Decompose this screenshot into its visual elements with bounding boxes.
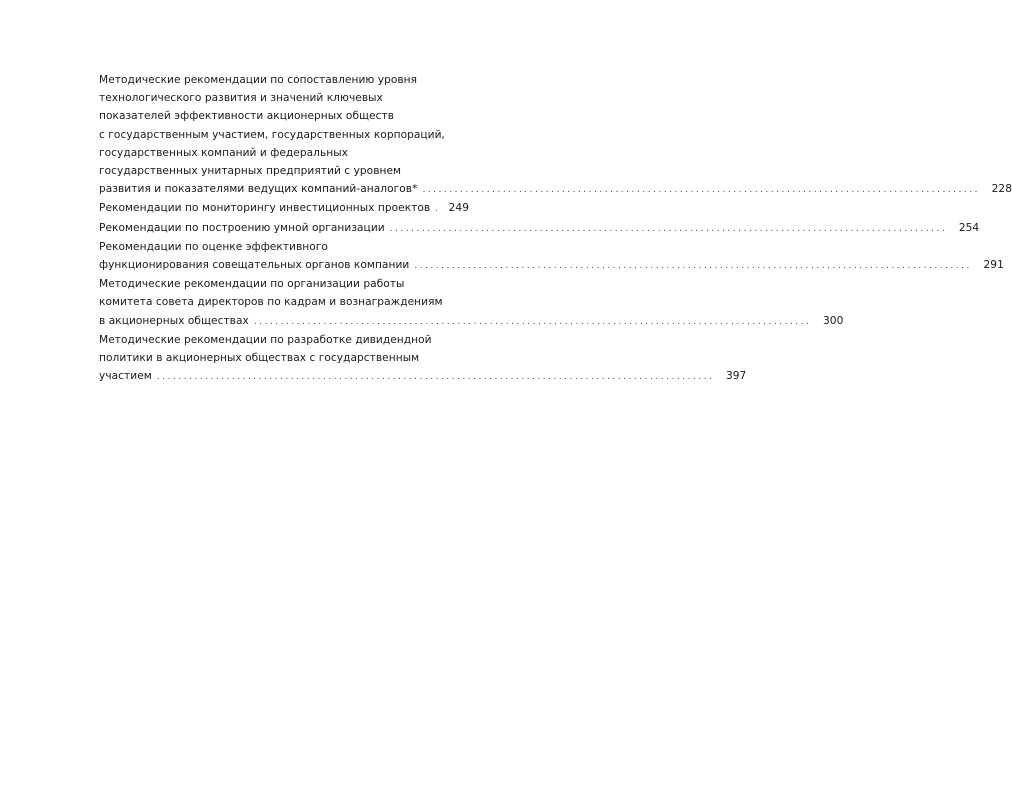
toc-entry-last-line: [99, 180, 1012, 199]
toc-dot-leader: [435, 200, 437, 218]
toc-entry-line: государственных компаний и федеральных: [99, 146, 349, 159]
toc-entry-dividend-policy[interactable]: [99, 331, 747, 387]
toc-entry-board-committee[interactable]: [99, 275, 844, 331]
toc-entry-advisory-bodies[interactable]: [99, 238, 1004, 275]
toc-entry-investment-monitoring[interactable]: [99, 199, 469, 218]
toc-entry-line: Методические рекомендации по сопоставлению уровня: [99, 74, 418, 86]
toc-entry-last-line: [99, 312, 844, 331]
toc-entry-line: показателей эффективности акционерных обществ: [99, 110, 395, 123]
toc-entry-line: с государственным участием, государственных корпораций,: [99, 128, 445, 141]
toc-entry-line: Рекомендации по оценке эффективного: [99, 240, 328, 253]
toc-page-number: 300: [823, 314, 844, 327]
toc-dot-leader: ........................................................................................................: [422, 185, 980, 196]
toc-entry-smart-organization[interactable]: [99, 219, 980, 238]
toc-entry-line: Рекомендации по построению умной организации: [99, 221, 385, 234]
toc-entry-line: Методические рекомендации по разработке дивидендной: [99, 333, 432, 346]
toc-entry-line: комитета совета директоров по кадрам и вознаграждениям: [99, 296, 443, 309]
toc-entry-line: Методические рекомендации по организации работы: [99, 278, 405, 291]
toc-entry-last-line: [99, 219, 980, 238]
toc-page-number: 228: [991, 183, 1012, 196]
table-of-contents: [99, 71, 1012, 386]
toc-page-number: 291: [983, 259, 1004, 272]
toc-dot-leader: ........................................................................................................: [389, 223, 948, 234]
toc-entry-line: участием: [99, 370, 152, 383]
toc-entry-line: Рекомендации по мониторингу инвестиционных проектов: [99, 202, 431, 215]
toc-entry-line: государственных унитарных предприятий с уровнем: [99, 165, 402, 178]
toc-entry-last-line: [99, 256, 1004, 275]
toc-entry-line: технологического развития и значений ключевых: [99, 92, 383, 105]
toc-entry-line: развития и показателями ведущих компаний-аналогов*: [99, 183, 418, 196]
toc-entry-line: функционирования совещательных органов компании: [99, 259, 410, 272]
toc-entry-last-line: [99, 367, 747, 386]
toc-entry-line: политики в акционерных обществах с государственным: [99, 352, 420, 365]
toc-entry-technology-development-kpi[interactable]: [99, 71, 1012, 199]
toc-dot-leader: ........................................................................................................: [156, 372, 715, 383]
toc-entry-last-line: [99, 199, 469, 218]
toc-page-number: 397: [725, 370, 747, 383]
toc-page-number: 249: [448, 202, 469, 215]
toc-entry-line: в акционерных обществах: [99, 314, 249, 327]
toc-dot-leader: ........................................................................................................: [253, 316, 812, 327]
toc-dot-leader: ........................................................................................................: [414, 261, 972, 272]
toc-page-number: 254: [958, 221, 980, 234]
